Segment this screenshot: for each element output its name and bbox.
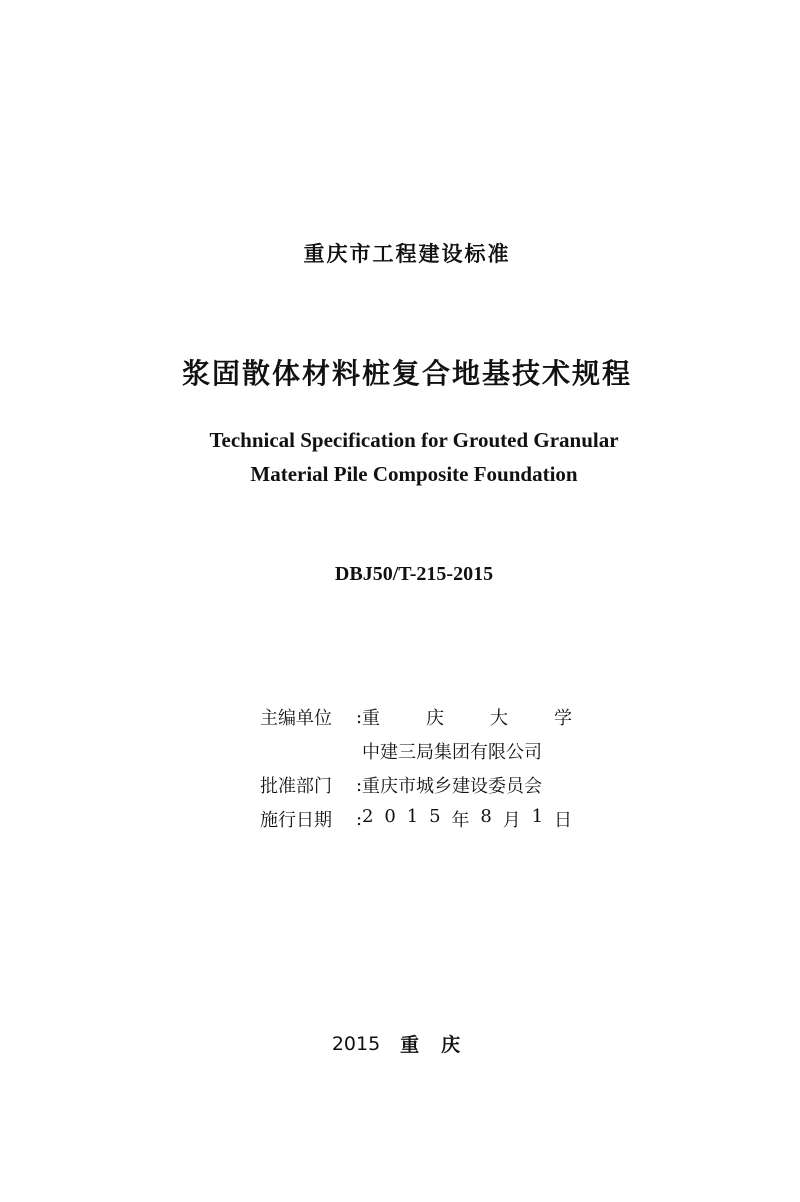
approver-value: 重庆市城乡建设委员会	[362, 776, 542, 797]
editor-row	[260, 700, 572, 734]
standard-code: DBJ50/T-215-2015	[334, 563, 494, 585]
date-char: 0	[384, 806, 396, 827]
publication-footer	[0, 1030, 800, 1057]
date-char: 年	[451, 810, 470, 831]
editor-char: 大	[490, 708, 508, 729]
editor-value	[362, 704, 572, 730]
editor-label: 主编单位	[260, 708, 332, 729]
document-title-english-line-1: Technical Specification for Grouted Granular	[209, 428, 619, 452]
approver-label: 批准部门	[260, 776, 332, 797]
separator: :	[356, 774, 363, 796]
date-char: 8	[480, 806, 492, 827]
separator: :	[356, 808, 363, 830]
date-char: 2	[362, 806, 374, 827]
co-editor-value: 中建三局集团有限公司	[362, 742, 542, 763]
date-char: 1	[406, 806, 419, 827]
document-title-english-line-2: Material Pile Composite Foundation	[250, 462, 578, 486]
publication-info	[260, 700, 572, 836]
approver-row	[260, 768, 572, 802]
footer-city: 重庆	[400, 1034, 483, 1056]
date-char: 月	[502, 810, 521, 831]
document-title-chinese: 浆固散体材料桩复合地基技术规程	[181, 357, 632, 390]
effective-date-row	[260, 802, 572, 836]
co-editor-row	[260, 734, 572, 768]
separator: :	[356, 706, 363, 728]
effective-date-label: 施行日期	[260, 810, 332, 831]
footer-year: 2015	[331, 1032, 381, 1055]
editor-char: 重	[362, 708, 380, 729]
date-char: 日	[553, 810, 572, 831]
editor-char: 庆	[426, 708, 444, 729]
date-char: 1	[531, 806, 544, 827]
date-char: 5	[429, 806, 441, 827]
series-title: 重庆市工程建设标准	[303, 242, 511, 266]
effective-date-value	[362, 806, 572, 832]
editor-char: 学	[554, 708, 572, 729]
